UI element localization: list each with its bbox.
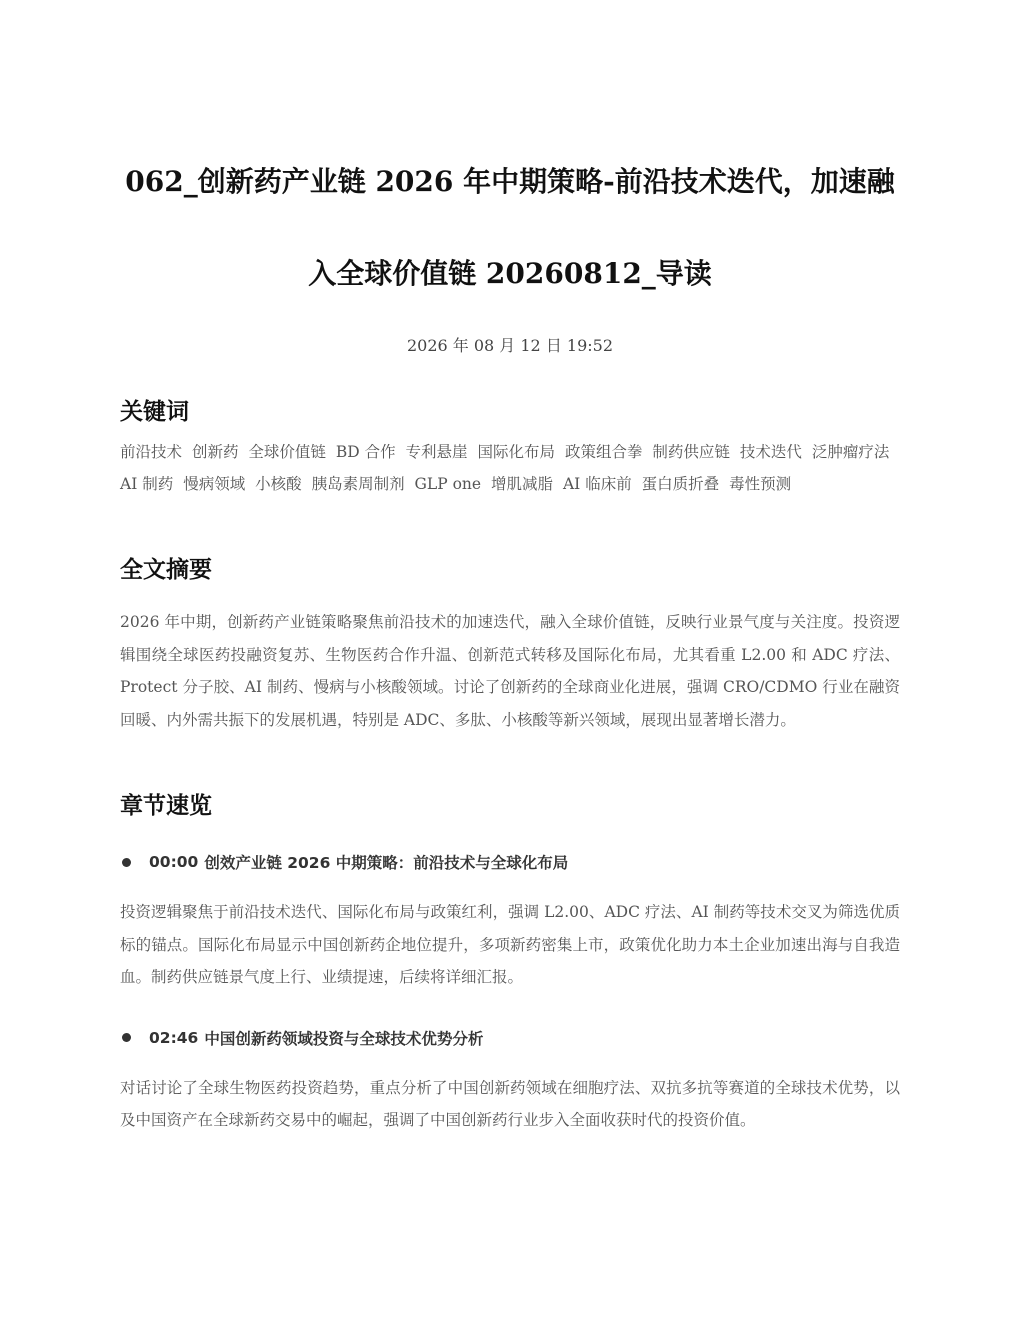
chapters-heading: 章节速览 bbox=[120, 793, 212, 819]
keyword-item: 小核酸 bbox=[255, 475, 302, 493]
chapter-title[interactable] bbox=[120, 1024, 900, 1052]
chapter-item bbox=[120, 848, 900, 994]
keywords-heading: 关键词 bbox=[120, 399, 189, 425]
chapter-title-text: 创效产业链 2026 中期策略：前沿技术与全球化布局 bbox=[204, 854, 569, 872]
keyword-list bbox=[120, 436, 900, 500]
chapter-item bbox=[120, 1024, 900, 1137]
keyword-item: 慢病领域 bbox=[183, 475, 246, 493]
document-title bbox=[120, 0, 900, 320]
keyword-item: AI 临床前 bbox=[562, 475, 632, 493]
document-page bbox=[120, 0, 900, 1137]
keyword-item: 全球价值链 bbox=[248, 443, 326, 461]
chapter-timestamp[interactable]: 00:00 bbox=[149, 853, 199, 871]
keyword-item: 胰岛素周制剂 bbox=[311, 475, 405, 493]
document-date: 2026 年 08 月 12 日 19:52 bbox=[406, 336, 614, 355]
title-line-1: 062_创新药产业链 2026 年中期策略-前沿技术迭代，加速融 bbox=[125, 165, 895, 198]
keyword-item: AI 制药 bbox=[120, 475, 174, 493]
keyword-item: 泛肿瘤疗法 bbox=[811, 443, 890, 461]
keyword-item: BD 合作 bbox=[335, 443, 396, 461]
summary-heading: 全文摘要 bbox=[120, 557, 212, 583]
chapter-title[interactable] bbox=[120, 848, 900, 876]
chapter-summary: 对话讨论了全球生物医药投资趋势，重点分析了中国创新药领域在细胞疗法、双抗多抗等赛道的全球技术优势，以及中国资产在全球新药交易中的崛起，强调了中国创新药行业步入全面收获时代的投资价值。 bbox=[120, 1078, 900, 1129]
keyword-item: 制药供应链 bbox=[652, 443, 730, 461]
keyword-item: 蛋白质折叠 bbox=[641, 475, 720, 493]
keyword-item: 前沿技术 bbox=[120, 443, 183, 461]
chapter-summary: 投资逻辑聚焦于前沿技术迭代、国际化布局与政策红利，强调 L2.00、ADC 疗法、AI 制药等技术交叉为筛选优质标的锚点。国际化布局显示中国创新药企地位提升，多项新药密集上市，政策优化助力本土企业加速出海与自我造血。制药供应链景气度上行、业绩提速，后续将详细汇报。 bbox=[120, 903, 900, 986]
chapter-timestamp[interactable]: 02:46 bbox=[149, 1028, 199, 1047]
keyword-item: 技术迭代 bbox=[739, 443, 802, 461]
keyword-item: 增肌减脂 bbox=[491, 475, 554, 493]
keyword-item: 政策组合拳 bbox=[564, 443, 643, 461]
keyword-item: 专利悬崖 bbox=[405, 443, 468, 461]
chapter-title-text: 中国创新药领域投资与全球技术优势分析 bbox=[204, 1029, 484, 1048]
keyword-item: 国际化布局 bbox=[477, 443, 556, 461]
title-line-2: 入全球价值链 20260812_导读 bbox=[308, 257, 712, 290]
keyword-item: GLP one bbox=[414, 475, 482, 493]
bullet-icon bbox=[122, 858, 131, 867]
keyword-item: 毒性预测 bbox=[729, 475, 792, 493]
keyword-item: 创新药 bbox=[191, 443, 239, 461]
summary-text: 2026 年中期，创新药产业链策略聚焦前沿技术的加速迭代，融入全球价值链，反映行业景气度与关注度。投资逻辑围绕全球医药投融资复苏、生物医药合作升温、创新范式转移及国际化布局，尤其看重 L2.00 和 ADC 疗法、Protect 分子胶、AI 制药、慢病与小核酸领域。讨论了创新药的全球商业化进展，强调 CRO/CDMO 行业在融资回暖、内外需共振下的发展机遇，特别是 ADC、多肽、小核酸等新兴领域，展现出显著增长潜力。 bbox=[120, 613, 900, 729]
bullet-icon bbox=[122, 1033, 131, 1042]
